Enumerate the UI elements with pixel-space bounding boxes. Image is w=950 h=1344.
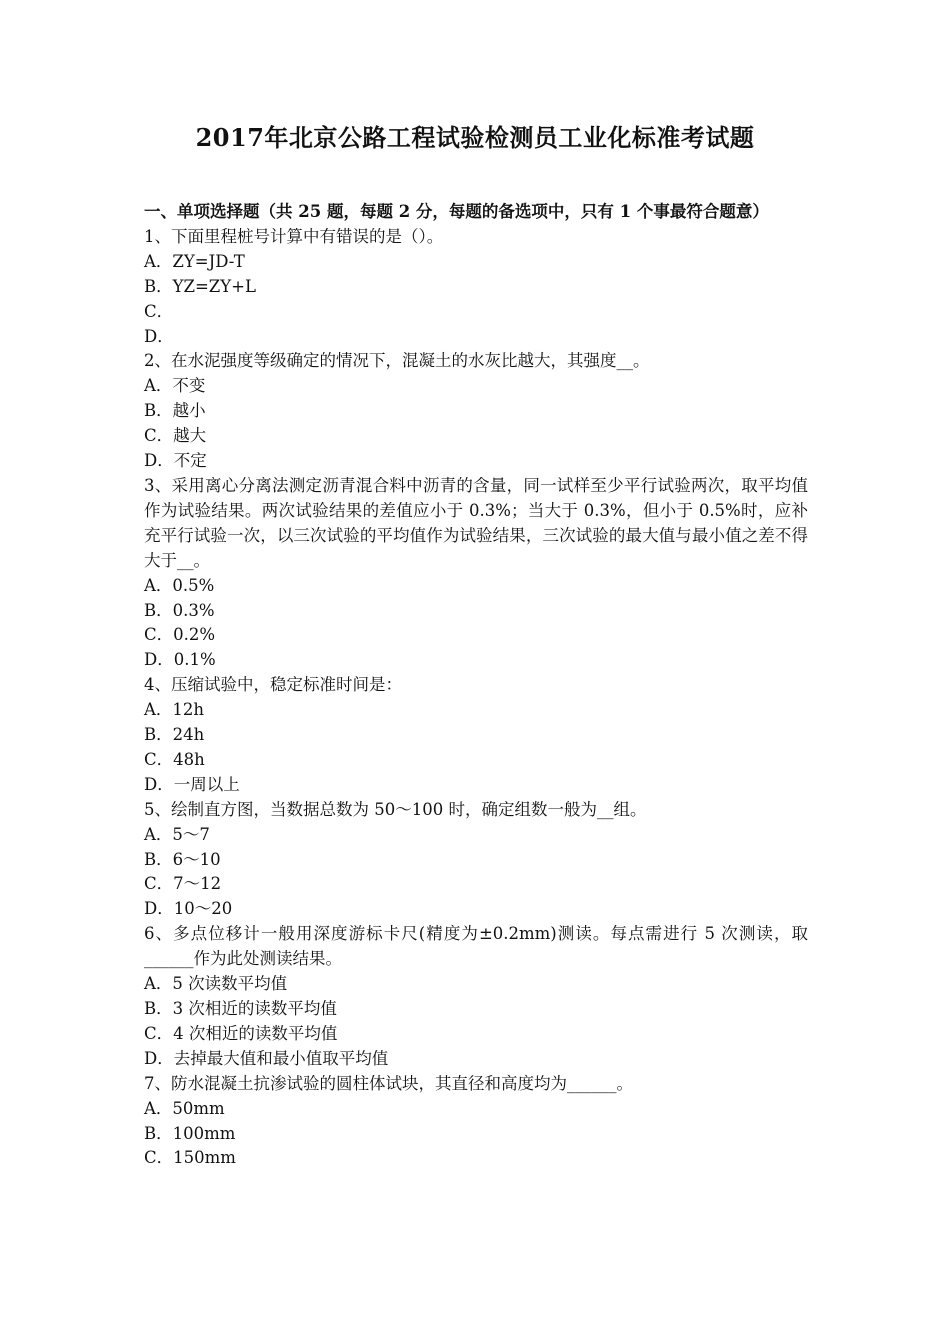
option-d: D． <box>144 326 174 346</box>
option-d: D．不定 <box>144 451 207 471</box>
option-c: C．7～12 <box>144 874 222 894</box>
option-b: B．24h <box>144 725 205 745</box>
question-6 <box>144 922 808 1071</box>
option-c: C．48h <box>144 749 205 769</box>
option-c: C．越大 <box>144 426 207 446</box>
document-content <box>144 200 808 1171</box>
question-stem: 5、绘制直方图，当数据总数为 50～100 时，确定组数一般为__组。 <box>144 799 647 819</box>
option-a: A．5～7 <box>144 824 210 844</box>
option-b: B．YZ=ZY+L <box>144 276 256 296</box>
question-2 <box>144 349 808 474</box>
question-stem: 7、防水混凝土抗渗试验的圆柱体试块，其直径和高度均为______。 <box>144 1073 633 1093</box>
question-stem: 1、下面里程桩号计算中有错误的是（）。 <box>144 226 444 246</box>
option-a: A．12h <box>144 700 205 720</box>
option-b: B．越小 <box>144 401 206 421</box>
question-5 <box>144 798 808 923</box>
option-a: A．50mm <box>144 1098 225 1118</box>
question-3 <box>144 474 808 673</box>
option-a: A．ZY=JD-T <box>144 251 245 271</box>
option-b: B．100mm <box>144 1123 236 1143</box>
option-c: C．4 次相近的读数平均值 <box>144 1023 338 1043</box>
section-heading: 一、单项选择题（共 25 题，每题 2 分，每题的备选项中，只有 1 个事最符合题意） <box>144 202 769 221</box>
option-b: B．0.3% <box>144 600 215 620</box>
question-7 <box>144 1072 808 1172</box>
option-d: D．0.1% <box>144 650 216 670</box>
option-b: B．3 次相近的读数平均值 <box>144 999 337 1018</box>
option-a: A．不变 <box>144 376 206 396</box>
option-d: D．一周以上 <box>144 774 240 794</box>
option-c: C．150mm <box>144 1148 236 1168</box>
document-title: 2017年北京公路工程试验检测员工业化标准考试题 <box>195 123 755 152</box>
question-stem: 3、采用离心分离法测定沥青混合料中沥青的含量，同一试样至少平行试验两次，取平均值作为试验结果。两次试验结果的差值应小于 0.3%；当大于 0.3%，但小于 0.5%时，应补充平行试验一次，以三次试验的平均值作为试验结果，三次试验的最大值与最小值之差不得大于__。 <box>144 475 808 570</box>
option-b: B．6～10 <box>144 849 221 869</box>
question-1 <box>144 225 808 350</box>
option-d: D．10～20 <box>144 899 233 919</box>
question-stem: 4、压缩试验中，稳定标准时间是： <box>144 675 402 695</box>
question-stem: 2、在水泥强度等级确定的情况下，混凝土的水灰比越大，其强度__。 <box>144 351 650 371</box>
option-a: A．5 次读数平均值 <box>144 974 288 994</box>
option-c: C．0.2% <box>144 625 216 645</box>
option-c: C． <box>144 301 174 321</box>
option-a: A．0.5% <box>144 575 215 595</box>
question-4 <box>144 673 808 798</box>
question-stem: 6、多点位移计一般用深度游标卡尺(精度为±0.2mm)测读。每点需进行 5 次测读，取______作为此处测读结果。 <box>144 924 808 969</box>
option-d: D．去掉最大值和最小值取平均值 <box>144 1048 389 1068</box>
